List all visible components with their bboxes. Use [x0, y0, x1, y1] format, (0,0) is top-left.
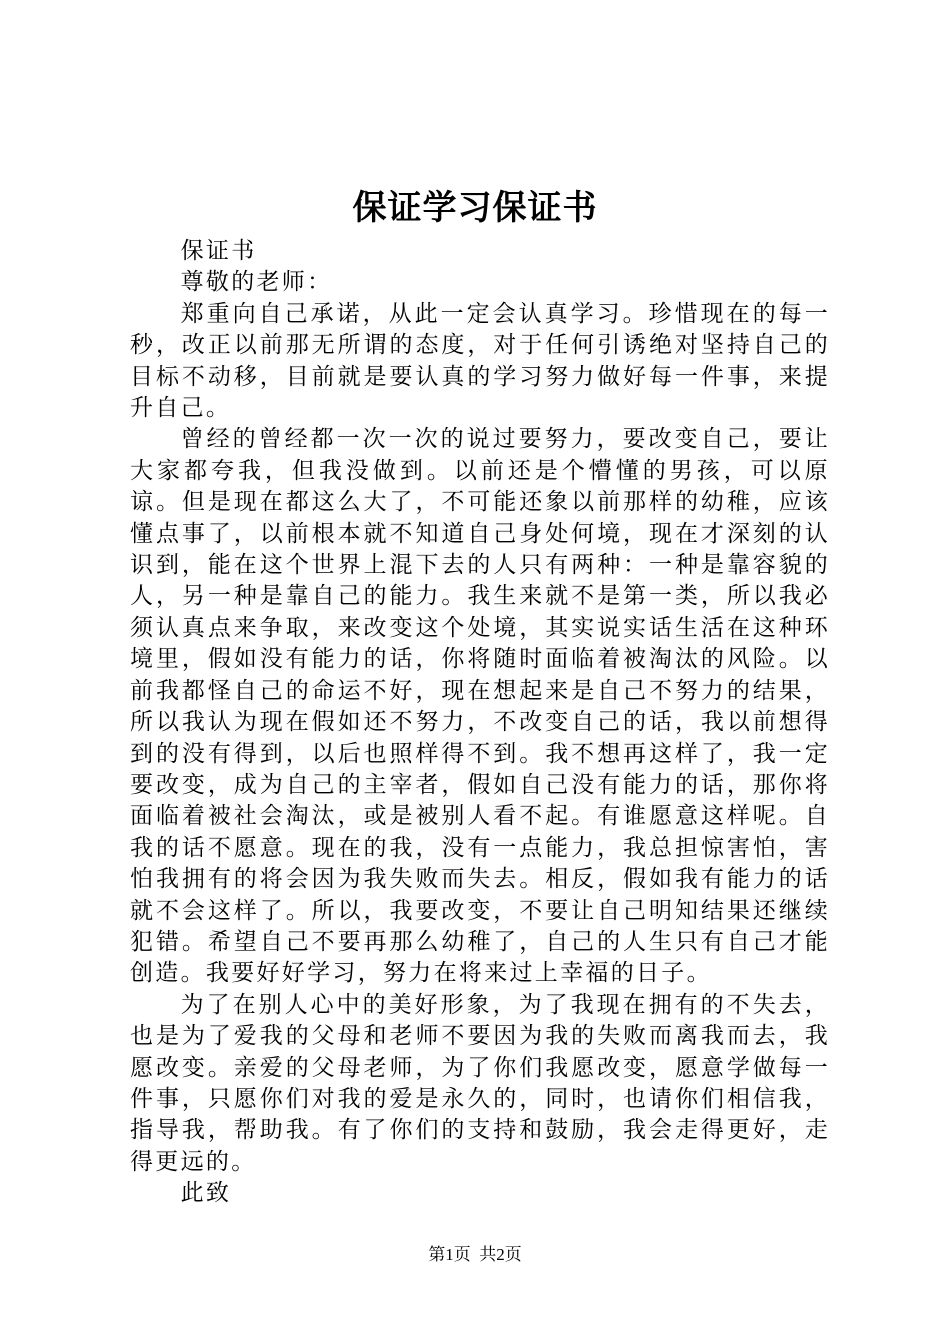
paragraph-heading: 保证书	[180, 238, 257, 264]
paragraph-salutation: 尊敬的老师：	[180, 269, 333, 296]
document-body	[130, 236, 830, 1210]
page-number: 第1页 共2页	[428, 1245, 522, 1264]
paragraph-closing: 此致	[180, 1180, 232, 1207]
paragraph-reflection: 曾经的曾经都一次一次的说过要努力，要改变自己，要让大家都夸我，但我没做到。以前还是个懵懂的男孩，可以原谅。但是现在都这么大了，不可能还象以前那样的幼稚，应该懂点事了，以前根本就不知道自己身处何境，现在才深刻的认识到，能在这个世界上混下去的人只有两种：一种是靠容貌的人，另一种是靠自己的能力。我生来就不是第一类，所以我必须认真点来争取，来改变这个处境，其实说实话生活在这种环境里，假如没有能力的话，你将随时面临着被淘汰的风险。以前我都怪自己的命运不好，现在想起来是自己不努力的结果，所以我认为现在假如还不努力，不改变自己的话，我以前想得到的没有得到，以后也照样得不到。我不想再这样了，我一定要改变，成为自己的主宰者，假如自己没有能力的话，那你将面临着被社会淘汰，或是被别人看不起。有谁愿意这样呢。自我的话不愿意。现在的我，没有一点能力，我总担惊害怕，害怕我拥有的将会因为我失败而失去。相反，假如我有能力的话就不会这样了。所以，我要改变，不要让自己明知结果还继续犯错。希望自己不要再那么幼稚了，自己的人生只有自己才能创造。我要好好学习，努力在将来过上幸福的日子。	[130, 426, 830, 987]
paragraph-promise: 郑重向自己承诺，从此一定会认真学习。珍惜现在的每一秒，改正以前那无所谓的态度，对于任何引诱绝对坚持自己的目标不动移，目前就是要认真的学习努力做好每一件事，来提升自己。	[130, 300, 830, 422]
page-footer	[0, 1243, 950, 1267]
paragraph-motivation: 为了在别人心中的美好形象，为了我现在拥有的不失去，也是为了爱我的父母和老师不要因为我的失败而离我而去，我愿改变。亲爱的父母老师，为了你们我愿改变，愿意学做每一件事，只愿你们对我的爱是永久的，同时，也请你们相信我，指导我，帮助我。有了你们的支持和鼓励，我会走得更好，走得更远的。	[130, 991, 830, 1175]
document-title: 保证学习保证书	[352, 188, 598, 228]
